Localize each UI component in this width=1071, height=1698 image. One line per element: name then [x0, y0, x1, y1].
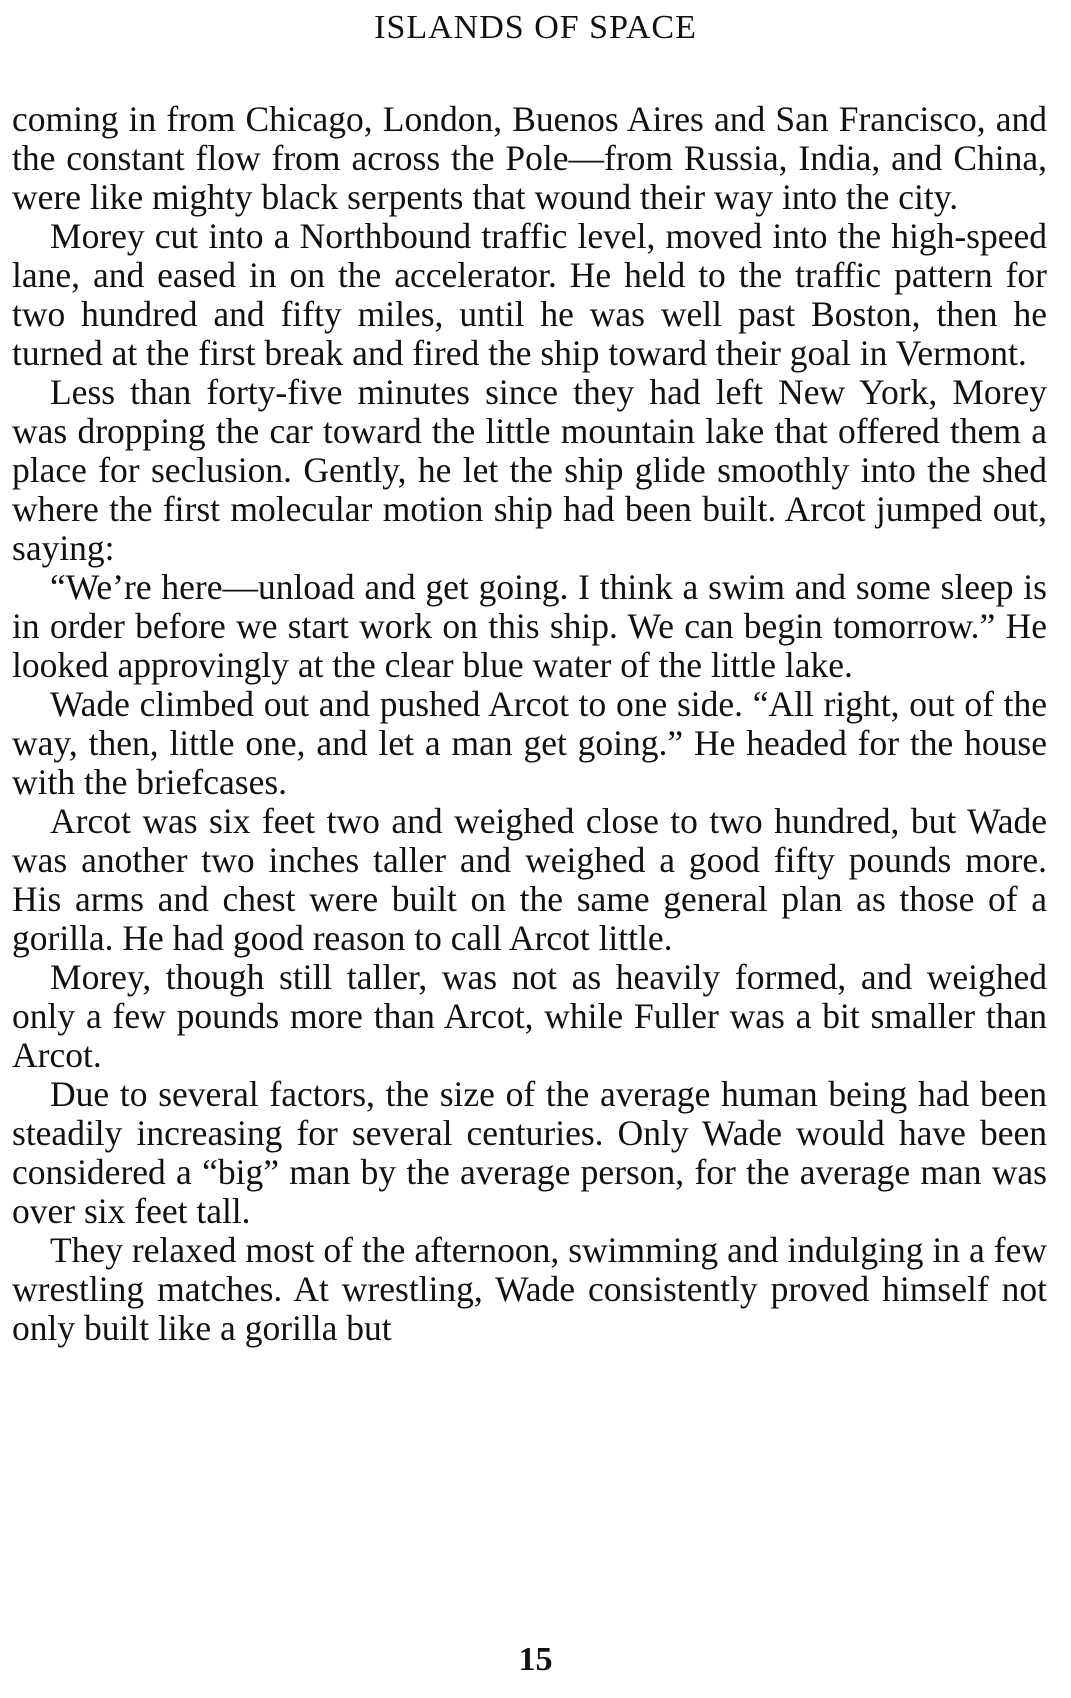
paragraph: “We’re here—unload and get going. I think a swim and some sleep is in order before we start work on this ship. We can begin tomorrow.” He looked approvingly at the clear blue water of the little lake.: [12, 567, 1047, 685]
body-text: [12, 100, 1047, 1348]
paragraph: Morey cut into a Northbound traffic level, moved into the high-speed lane, and eased in on the accelerator. He held to the traffic pattern for two hundred and fifty miles, until he was well past Boston, then he turned at the first break and fired the ship toward their goal in Vermont.: [12, 216, 1047, 373]
paragraph: Morey, though still taller, was not as heavily formed, and weighed only a few pounds more than Arcot, while Fuller was a bit smaller than Arcot.: [12, 957, 1047, 1075]
paragraph: They relaxed most of the afternoon, swimming and indulging in a few wrestling matches. At wrestling, Wade consistently proved himself not only built like a gorilla but: [12, 1230, 1047, 1348]
paragraph: Wade climbed out and pushed Arcot to one side. “All right, out of the way, then, little one, and let a man get going.” He headed for the house with the briefcases.: [12, 684, 1047, 802]
paragraph-continuation: coming in from Chicago, London, Buenos Aires and San Francisco, and the constant flow from across the Pole—from Russia, India, and China, were like mighty black serpents that wound their way into the city.: [12, 99, 1047, 217]
page-number: 15: [518, 1641, 553, 1678]
paragraph: Due to several factors, the size of the average human being had been steadily increasing for several centuries. Only Wade would have been considered a “big” man by the average person, for the average man was over six feet tall.: [12, 1074, 1047, 1231]
running-head: ISLANDS OF SPACE: [374, 9, 697, 46]
paragraph: Arcot was six feet two and weighed close to two hundred, but Wade was another two inches taller and weighed a good fifty pounds more. His arms and chest were built on the same general plan as those of a gorilla. He had good reason to call Arcot little.: [12, 801, 1047, 958]
paragraph: Less than forty-five minutes since they had left New York, Morey was dropping the car toward the little mountain lake that offered them a place for seclusion. Gently, he let the ship glide smoothly into the shed where the first molecular motion ship had been built. Arcot jumped out, saying:: [12, 372, 1047, 568]
